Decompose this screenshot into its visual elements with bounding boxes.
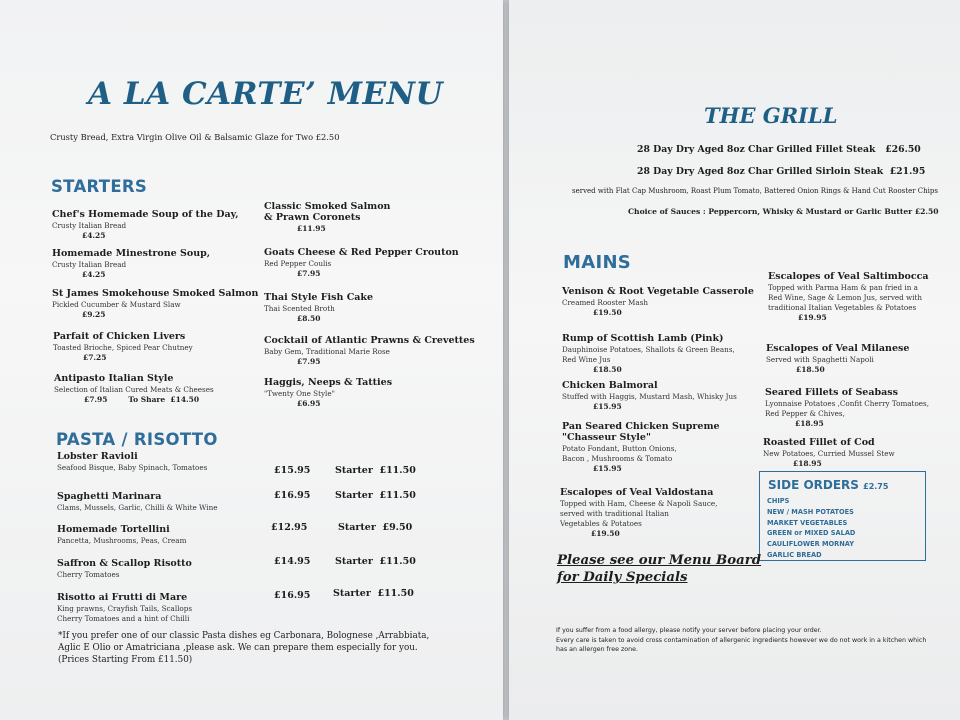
allergy-line: Every care is taken to avoid cross contamination of allergenic ingredients however we do not work in a kitchen which — [556, 636, 927, 644]
starter-item — [264, 292, 373, 323]
item-name: Lobster Ravioli — [57, 451, 138, 462]
item-desc: Topped with Parma Ham & pan fried in a — [768, 283, 918, 292]
side-order-item: GREEN or MIXED SALAD — [767, 529, 856, 538]
item-price: £15.95 — [593, 464, 622, 473]
item-desc: Served with Spaghetti Napoli — [766, 355, 874, 364]
item-desc: Dauphinoise Potatoes, Shallots & Green Beans, — [562, 345, 735, 354]
item-desc: Red Wine, Sage & Lemon Jus, served with — [768, 293, 922, 302]
pasta-price: £15.95 — [274, 465, 311, 476]
item-price: £7.95 To Share £14.50 — [84, 395, 200, 404]
item-price: £19.50 — [593, 308, 622, 317]
item-name: Venison & Root Vegetable Casserole — [562, 286, 754, 297]
pasta-item — [57, 592, 192, 623]
item-desc: Stuffed with Haggis, Mustard Mash, Whisky Jus — [562, 392, 737, 401]
footnote-line: (Prices Starting From £11.50) — [58, 655, 193, 665]
starter-item — [264, 377, 392, 408]
item-price: £7.95 — [297, 357, 321, 366]
item-name: Parfait of Chicken Livers — [53, 331, 186, 342]
item-name: Classic Smoked Salmon — [264, 201, 391, 212]
specials-line: Please see our Menu Board — [557, 553, 762, 568]
item-name: Homemade Tortellini — [57, 524, 170, 535]
item-desc: Red Wine Jus — [562, 355, 611, 364]
item-name: Chef's Homemade Soup of the Day, — [52, 209, 239, 220]
starter-item — [52, 209, 239, 240]
item-desc: Red Pepper & Chives, — [765, 409, 845, 418]
item-name: Haggis, Neeps & Tatties — [264, 377, 393, 388]
main-item — [560, 487, 717, 538]
daily-specials-note — [557, 552, 761, 586]
item-price: £8.50 — [297, 314, 321, 323]
item-name: Cocktail of Atlantic Prawns & Crevettes — [264, 335, 475, 346]
pasta-price: £12.95 — [271, 522, 308, 533]
pasta-starter-price: Starter £9.50 — [338, 522, 413, 533]
starter-item — [264, 201, 390, 233]
starter-item — [264, 247, 459, 278]
item-desc: Crusty Italian Bread — [52, 260, 127, 269]
mains-heading: MAINS — [563, 252, 632, 273]
item-desc: Potato Fondant, Button Onions, — [562, 444, 677, 453]
item-desc: Cherry Tomatoes — [57, 570, 120, 579]
main-item — [562, 333, 735, 374]
side-order-item: MARKET VEGETABLES — [767, 518, 848, 527]
item-price: £18.95 — [793, 459, 822, 468]
item-name: Escalopes of Veal Saltimbocca — [768, 271, 929, 282]
pasta-item — [57, 524, 186, 545]
item-desc: Selection of Italian Cured Meats & Cheeses — [54, 385, 214, 394]
item-desc-line2: Cherry Tomatoes and a hint of Chilli — [57, 614, 190, 623]
item-name: Pan Seared Chicken Supreme — [562, 421, 720, 432]
side-order-item: GARLIC BREAD — [767, 550, 822, 559]
starter-item — [54, 373, 214, 404]
footnote-line: Aglic E Olio or Amatriciana ,please ask. We can prepare them especially for you. — [58, 643, 418, 653]
side-orders-heading: SIDE ORDERS — [768, 478, 859, 492]
pasta-price: £16.95 — [274, 490, 311, 501]
side-orders-title — [768, 478, 888, 492]
starters-heading: STARTERS — [51, 177, 148, 196]
grill-item-fillet: 28 Day Dry Aged 8oz Char Grilled Fillet Steak £26.50 — [637, 144, 921, 155]
item-price: £11.95 — [297, 224, 326, 233]
pasta-starter-price: Starter £11.50 — [335, 556, 416, 567]
item-desc: served with traditional Italian — [560, 509, 669, 518]
pasta-heading: PASTA / RISOTTO — [56, 430, 218, 449]
item-name: Chicken Balmoral — [562, 380, 658, 391]
item-desc: Thai Scented Broth — [264, 304, 335, 313]
starter-item — [53, 331, 193, 362]
item-desc: traditional Italian Vegetables & Potatoes — [768, 303, 917, 312]
item-name: Escalopes of Veal Milanese — [766, 343, 910, 354]
item-desc: New Potatoes, Curried Mussel Stew — [763, 449, 895, 458]
item-name: Escalopes of Veal Valdostana — [560, 487, 714, 498]
main-item — [766, 343, 909, 374]
main-item — [768, 271, 929, 322]
starter-item — [52, 288, 258, 319]
item-name: Seared Fillets of Seabass — [765, 387, 899, 398]
item-price: £7.95 — [297, 269, 321, 278]
main-item — [562, 380, 737, 411]
item-desc: Toasted Brioche, Spiced Pear Chutney — [53, 343, 193, 352]
starter-item — [52, 248, 210, 279]
item-name: Roasted Fillet of Cod — [763, 437, 875, 448]
main-item — [763, 437, 895, 468]
item-price: £18.50 — [796, 365, 825, 374]
item-desc: Creamed Rooster Mash — [562, 298, 649, 307]
menu-page-right — [509, 0, 960, 720]
main-item — [765, 387, 929, 428]
allergy-notice — [556, 626, 926, 655]
item-desc: Topped with Ham, Cheese & Napoli Sauce, — [560, 499, 718, 508]
starter-item — [264, 335, 475, 366]
pasta-price: £14.95 — [274, 556, 311, 567]
item-price: £19.95 — [798, 313, 827, 322]
item-name: Rump of Scottish Lamb (Pink) — [562, 333, 724, 344]
item-price: £19.50 — [591, 529, 620, 538]
item-price: £15.95 — [593, 402, 622, 411]
item-price: £18.95 — [795, 419, 824, 428]
specials-line: for Daily Specials — [557, 570, 688, 585]
item-name-line2: & Prawn Coronets — [264, 212, 361, 223]
bread-line: Crusty Bread, Extra Virgin Olive Oil & Balsamic Glaze for Two £2.50 — [50, 132, 340, 142]
item-name: Homemade Minestrone Soup, — [52, 248, 211, 259]
grill-served-with: served with Flat Cap Mushroom, Roast Plum Tomato, Battered Onion Rings & Hand Cut Rooster Chips — [572, 187, 938, 195]
side-order-item: CAULIFLOWER MORNAY — [767, 540, 854, 549]
allergy-line: has an allergen free zone. — [556, 646, 638, 653]
pasta-starter-price: Starter £11.50 — [335, 465, 416, 476]
allergy-line: If you suffer from a food allergy, please notify your server before placing your order. — [556, 627, 822, 634]
pasta-starter-price: Starter £11.50 — [333, 588, 414, 599]
item-name: St James Smokehouse Smoked Salmon — [52, 288, 259, 299]
item-desc: Bacon , Mushrooms & Tomato — [562, 454, 673, 463]
item-desc: Red Pepper Coulis — [264, 259, 332, 268]
item-desc: Vegetables & Potatoes — [560, 519, 642, 528]
side-order-item: CHIPS — [767, 497, 790, 505]
item-desc: Pickled Cucumber & Mustard Slaw — [52, 300, 181, 309]
footnote-line: *If you prefer one of our classic Pasta dishes eg Carbonara, Bolognese ,Arrabbiata, — [58, 631, 430, 641]
item-desc: "Twenty One Style" — [264, 389, 335, 398]
main-item — [562, 286, 754, 317]
pasta-footnote — [58, 630, 429, 666]
pasta-starter-price: Starter £11.50 — [335, 490, 416, 501]
side-order-item: NEW / MASH POTATOES — [767, 507, 854, 516]
item-name: Saffron & Scallop Risotto — [57, 558, 192, 569]
item-price: £7.25 — [83, 353, 107, 362]
item-name: Goats Cheese & Red Pepper Crouton — [264, 247, 459, 258]
side-orders-list — [767, 496, 855, 561]
item-price: £4.25 — [82, 231, 106, 240]
item-name: Risotto ai Frutti di Mare — [57, 592, 188, 603]
pasta-price: £16.95 — [274, 590, 311, 601]
grill-item-sirloin: 28 Day Dry Aged 8oz Char Grilled Sirloin Steak £21.95 — [637, 166, 926, 177]
item-desc: Seafood Bisque, Baby Spinach, Tomatoes — [57, 463, 208, 472]
menu-title: A LA CARTE’ MENU — [88, 76, 444, 112]
item-name: Antipasto Italian Style — [54, 373, 174, 384]
item-desc: King prawns, Crayfish Tails, Scallops — [57, 604, 193, 613]
side-orders-box — [759, 471, 926, 561]
grill-heading: THE GRILL — [704, 103, 838, 128]
item-desc: Crusty Italian Bread — [52, 221, 127, 230]
item-name: Spaghetti Marinara — [57, 491, 162, 502]
pasta-item — [57, 451, 207, 472]
item-name-line2: "Chasseur Style" — [562, 432, 651, 443]
pasta-item — [57, 491, 217, 512]
item-desc: Baby Gem, Traditional Marie Rose — [264, 347, 390, 356]
item-price: £4.25 — [82, 270, 106, 279]
pasta-item — [57, 558, 192, 579]
item-name: Thai Style Fish Cake — [264, 292, 374, 303]
item-desc: Clams, Mussels, Garlic, Chilli & White Wine — [57, 503, 218, 512]
item-price: £9.25 — [82, 310, 106, 319]
grill-sauces: Choice of Sauces : Peppercorn, Whisky & Mustard or Garlic Butter £2.50 — [628, 207, 939, 216]
item-desc: Pancetta, Mushrooms, Peas, Cream — [57, 536, 187, 545]
main-item — [562, 421, 720, 473]
item-price: £6.95 — [297, 399, 321, 408]
item-desc: Lyonnaise Potatoes ,Confit Cherry Tomatoes, — [765, 399, 930, 408]
item-price: £18.50 — [593, 365, 622, 374]
side-orders-price: £2.75 — [863, 482, 889, 491]
